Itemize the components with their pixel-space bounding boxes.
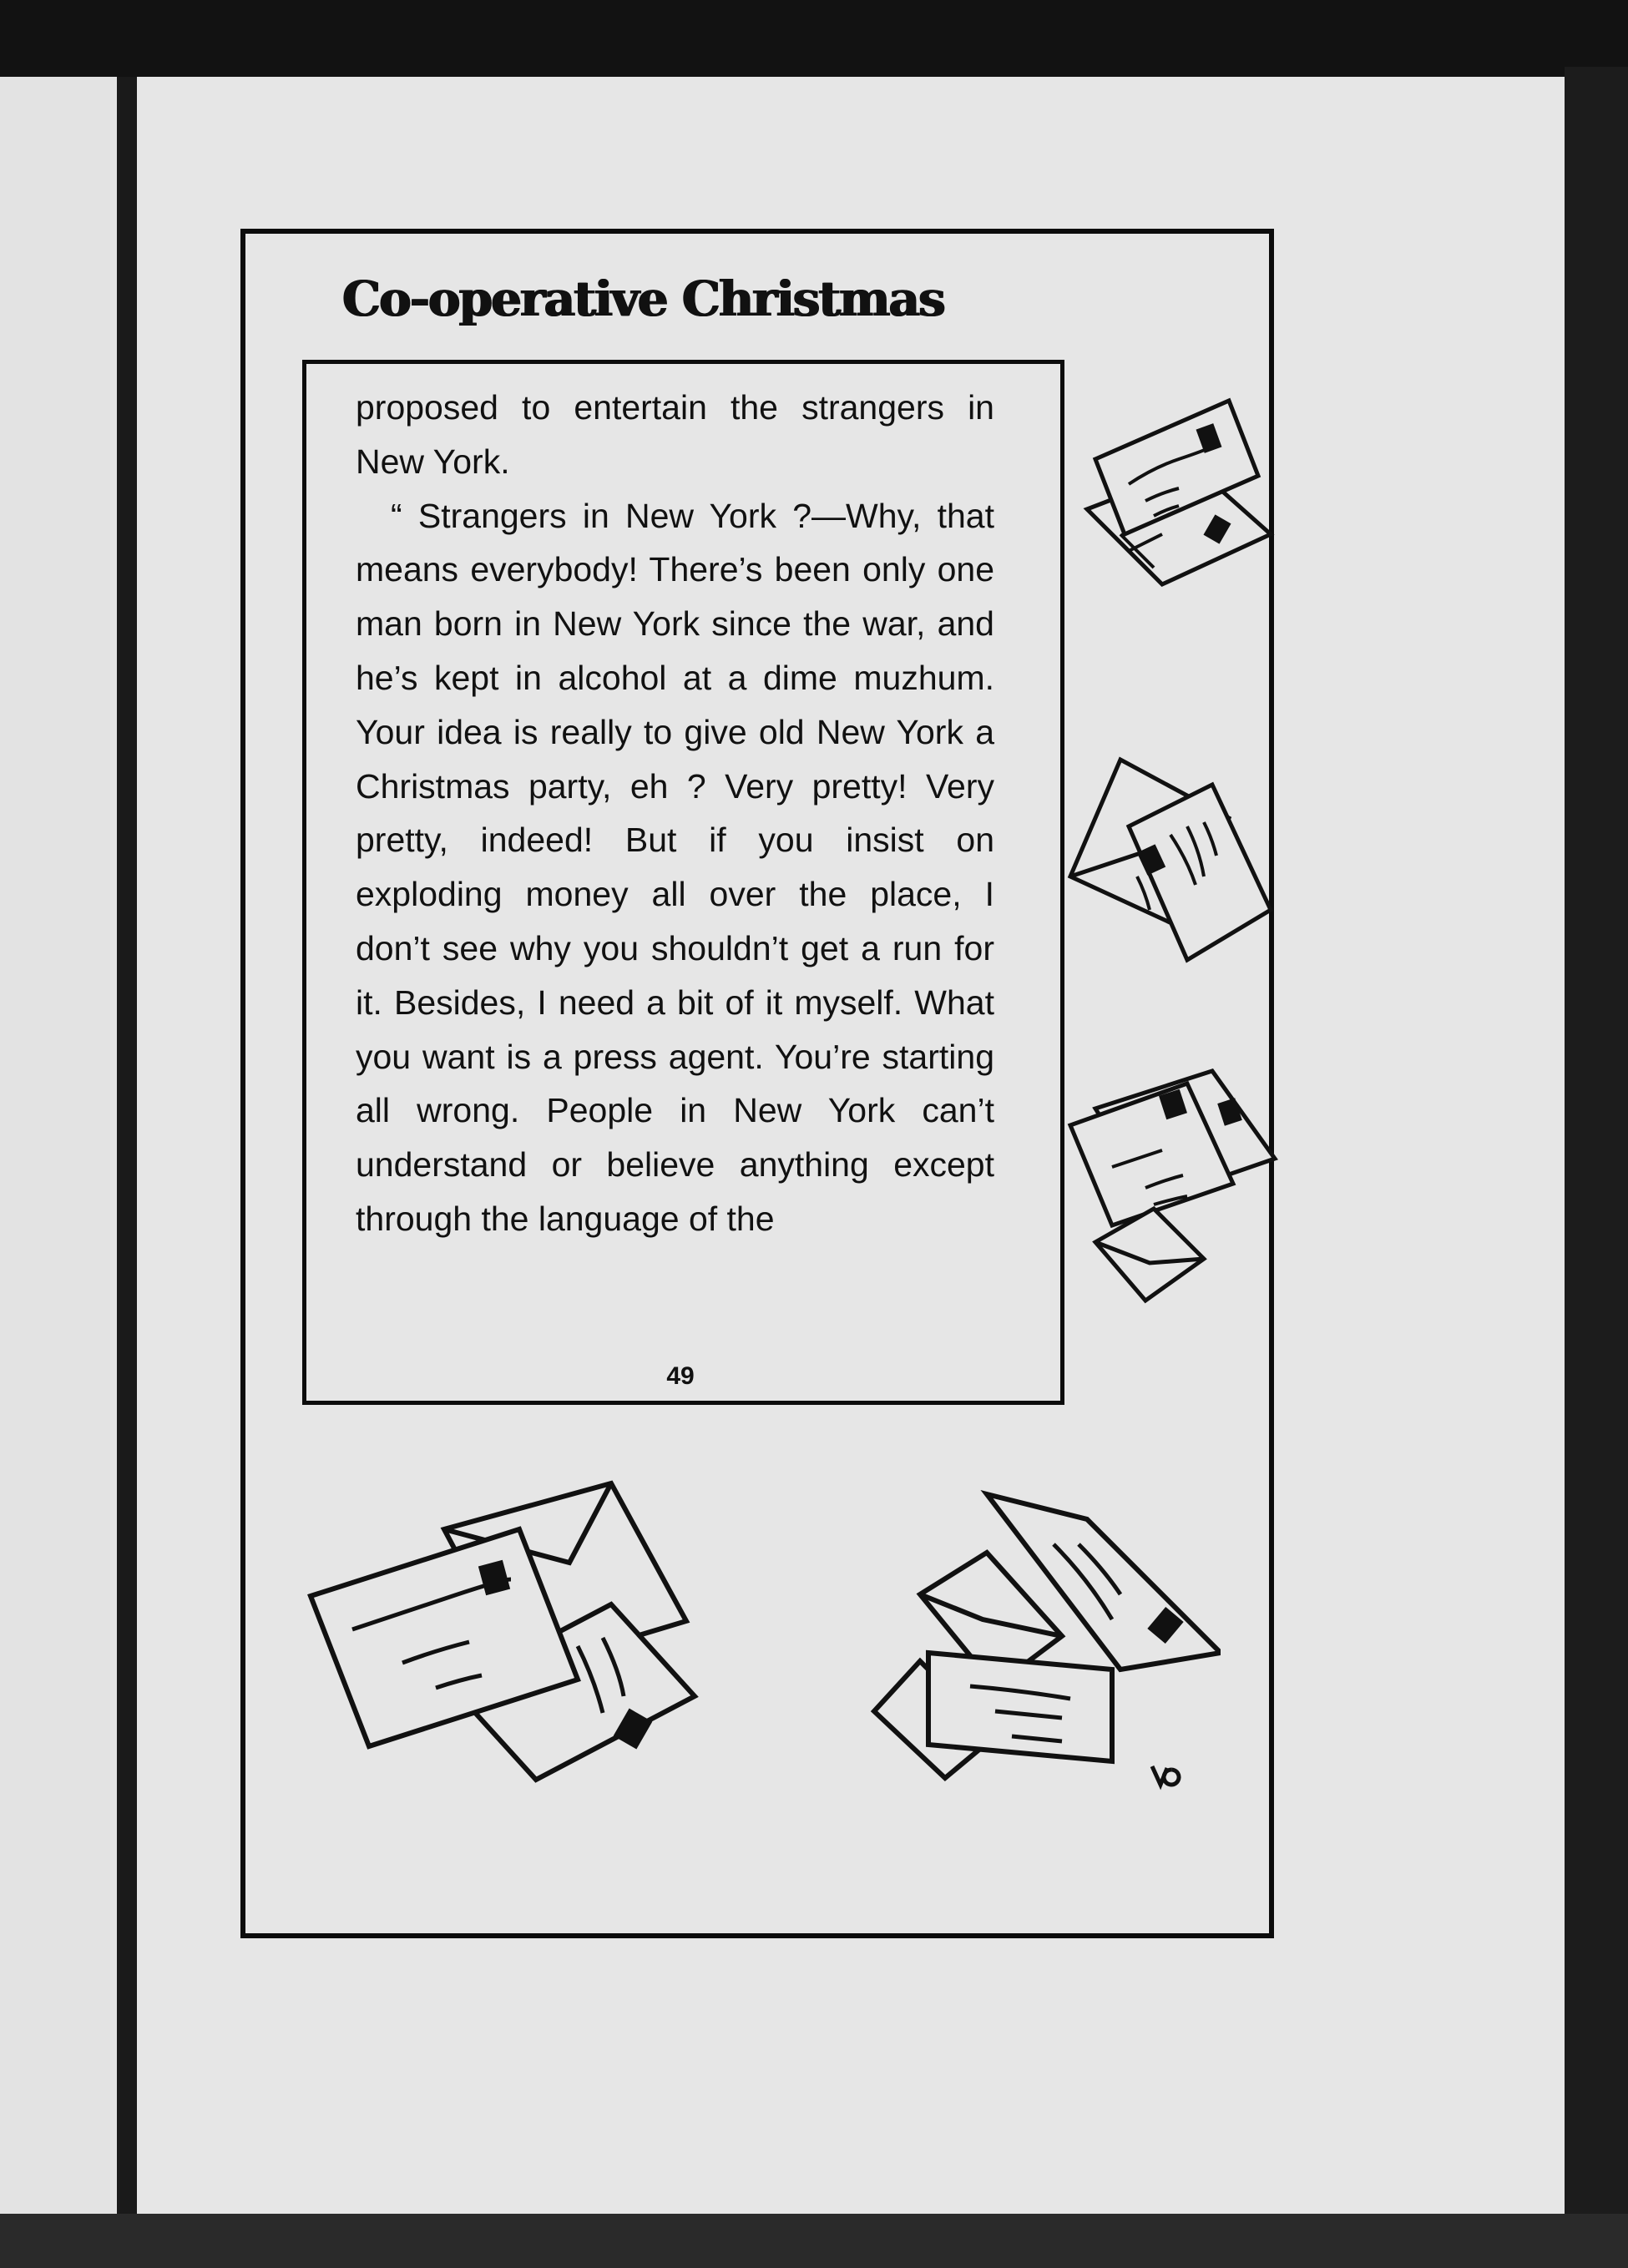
- scan-bottom-border: [0, 2214, 1628, 2268]
- paragraph-1: proposed to entertain the strangers in New York.: [356, 388, 994, 481]
- page-title: Co-operative Christmas: [342, 270, 944, 327]
- page-number: 49: [666, 1362, 695, 1390]
- envelope-stack-icon: [302, 1471, 720, 1784]
- envelope-stack-icon: [1070, 392, 1279, 618]
- book-gutter: [117, 77, 137, 2268]
- body-text: [356, 381, 994, 1246]
- envelope-stack-icon: [870, 1486, 1221, 1795]
- envelope-stack-icon: [1062, 1067, 1283, 1313]
- scan-right-border: [1565, 67, 1628, 2268]
- facing-page-edge: [0, 77, 124, 2218]
- paragraph-2: “ Strangers in New York ?—Why, that means everybody! There’s been only one man born in New York since the war, and he’s kept in alcohol at a dime muzhum. Your idea is really to give old New York a Christmas party, eh ? Very pretty! Very pretty, indeed! But if you insist on exploding money all over the place, I don’t see why you shouldn’t get a run for it. Besides, I need a bit of it myself. What you want is a press agent. You’re starting all wrong. People in New York can’t understand or believe anything except through the language of the: [356, 496, 994, 1238]
- scan-top-border: [0, 0, 1628, 77]
- artist-monogram-icon: [1148, 1758, 1190, 1791]
- envelope-stack-icon: [1062, 751, 1279, 968]
